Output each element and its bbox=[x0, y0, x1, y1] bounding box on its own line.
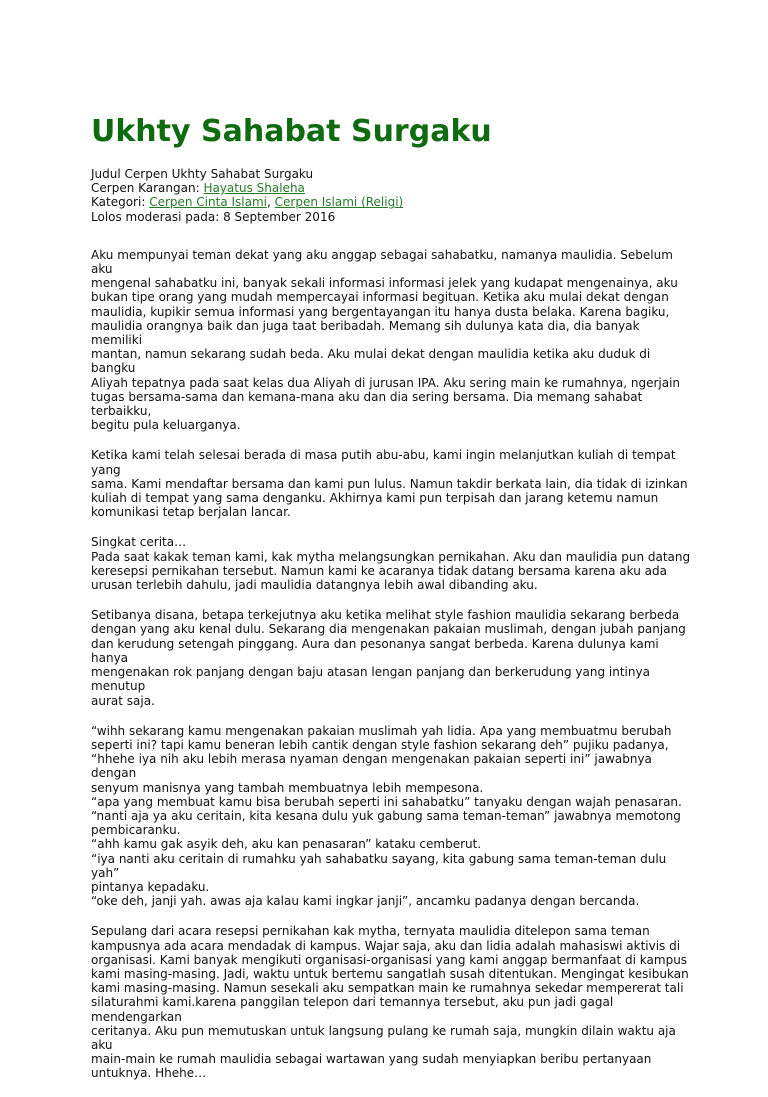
paragraph-6: Sepulang dari acara resepsi pernikahan kak mytha, ternyata maulidia ditelepon sama teman kampusnya ada acara mendadak di kampus. Wajar saja, aku dan lidia adalah mahasiswi aktivis di organisasi. Kami banyak mengikuti organisasi-organisasi yang kami anggap bermanfaat di kampus kami masing-masing. Jadi, waktu untuk bertemu sangatlah susah ditentukan. Mengingat kesibukan kami masing-masing. Namun sesekali aku sempatkan main ke rumahnya sekedar mempererat tali silaturahmi kami.karena panggilan telepon dari temannya tersebut, aku pun jadi gagal mendengarkan ceritanya. Aku pun memutuskan untuk langsung pulang ke rumah saja, mungkin dilain waktu aja aku main-main ke rumah maulidia sebagai wartawan yang sudah menyiapkan beribu pertanyaan untuknya. Hhehe… bbox=[91, 924, 689, 1081]
category-link-islami-religi[interactable]: Cerpen Islami (Religi) bbox=[274, 195, 404, 210]
paragraph-1: Aku mempunyai teman dekat yang aku anggap sebagai sahabatku, namanya maulidia. Sebelum aku mengenal sahabatku ini, banyak sekali informasi informasi jelek yang kudapat mengenainya, aku bukan tipe orang yang mudah mempercayai informasi begituan. Ketika aku mulai dekat dengan maulidia, kupikir semua informasi yang bergentayangan itu hanya dusta belaka. Karena bagiku, maulidia orangnya baik dan juga taat beribadah. Memang sih dulunya kata dia, dia banyak memiliki mantan, namun sekarang sudah beda. Aku mulai dekat dengan maulidia ketika aku duduk di bangku Aliyah tepatnya pada saat kelas dua Aliyah di jurusan IPA. Aku sering main ke rumahnya, ngerjain tugas bersama-sama dan kemana-mana aku dan dia sering bersama. Dia memang sahabat terbaikku, begitu pula keluarganya. bbox=[91, 247, 681, 433]
meta-lolos-moderasi: Lolos moderasi pada: 8 September 2016 bbox=[91, 209, 336, 224]
meta-judul: Judul Cerpen Ukhty Sahabat Surgaku bbox=[91, 167, 314, 181]
paragraph-2: Ketika kami telah selesai berada di masa putih abu-abu, kami ingin melanjutkan kuliah di tempat yang sama. Kami mendaftar bersama dan kami pun lulus. Namun takdir berkata lain, dia tidak di izinkan kuliah di tempat yang sama denganku. Akhirnya kami pun terpisah dan jarang ketemu namun komunikasi tetap berjalan lancar. bbox=[91, 448, 688, 520]
meta-karangan-label: Cerpen Karangan: bbox=[91, 181, 204, 196]
page-title: Ukhty Sahabat Surgaku bbox=[91, 114, 492, 149]
meta-kategori bbox=[91, 195, 691, 209]
meta-karangan bbox=[91, 181, 691, 195]
meta-kategori-label: Kategori: bbox=[91, 195, 150, 210]
article bbox=[91, 112, 691, 1097]
category-link-cinta-islami[interactable]: Cerpen Cinta Islami bbox=[149, 195, 267, 210]
article-meta bbox=[91, 167, 691, 224]
paragraph-5: “wihh sekarang kamu mengenakan pakaian muslimah yah lidia. Apa yang membuatmu berubah seperti ini? tapi kamu beneran lebih cantik dengan style fashion sekarang deh” pujiku padanya, “hhehe iya nih aku lebih merasa nyaman dengan mengenakan pakaian seperti ini” jawabnya dengan senyum manisnya yang tambah membuatnya lebih mempesona. “apa yang membuat kamu bisa berubah seperti ini sahabatku” tanyaku dengan wajah penasaran. “nanti aja ya aku ceritain, kita kesana dulu yuk gabung sama teman-teman” jawabnya memotong pembicaranku. “ahh kamu gak asyik deh, aku kan penasaran” kataku cemberut. “iya nanti aku ceritain di rumahku yah sahabatku sayang, kita gabung sama teman-teman dulu yah” pintanya kepadaku. “oke deh, janji yah. awas aja kalau kami ingkar janji”, ancamku padanya dengan bercanda. bbox=[91, 723, 682, 909]
author-link[interactable]: Hayatus Shaleha bbox=[203, 181, 305, 196]
paragraph-4: Setibanya disana, betapa terkejutnya aku ketika melihat style fashion maulidia sekarang berbeda dengan yang aku kenal dulu. Sekarang dia mengenakan pakaian muslimah, dengan jubah panjang dan kerudung setengah pinggang. Aura dan pesonanya sangat berbeda. Karena dulunya kami hanya mengenakan rok panjang dengan baju atasan lengan panjang dan berkerudung yang intinya menutup aurat saja. bbox=[91, 608, 686, 708]
story-body bbox=[91, 248, 691, 1081]
paragraph-3: Singkat cerita… Pada saat kakak teman kami, kak mytha melangsungkan pernikahan. Aku dan maulidia pun datang keresepsi pernikahan tersebut. Namun kami ke acaranya tidak datang bersama karena aku ada urusan terlebih dahulu, jadi maulidia datangnya lebih awal dibanding aku. bbox=[91, 535, 691, 593]
category-separator: , bbox=[267, 195, 275, 210]
